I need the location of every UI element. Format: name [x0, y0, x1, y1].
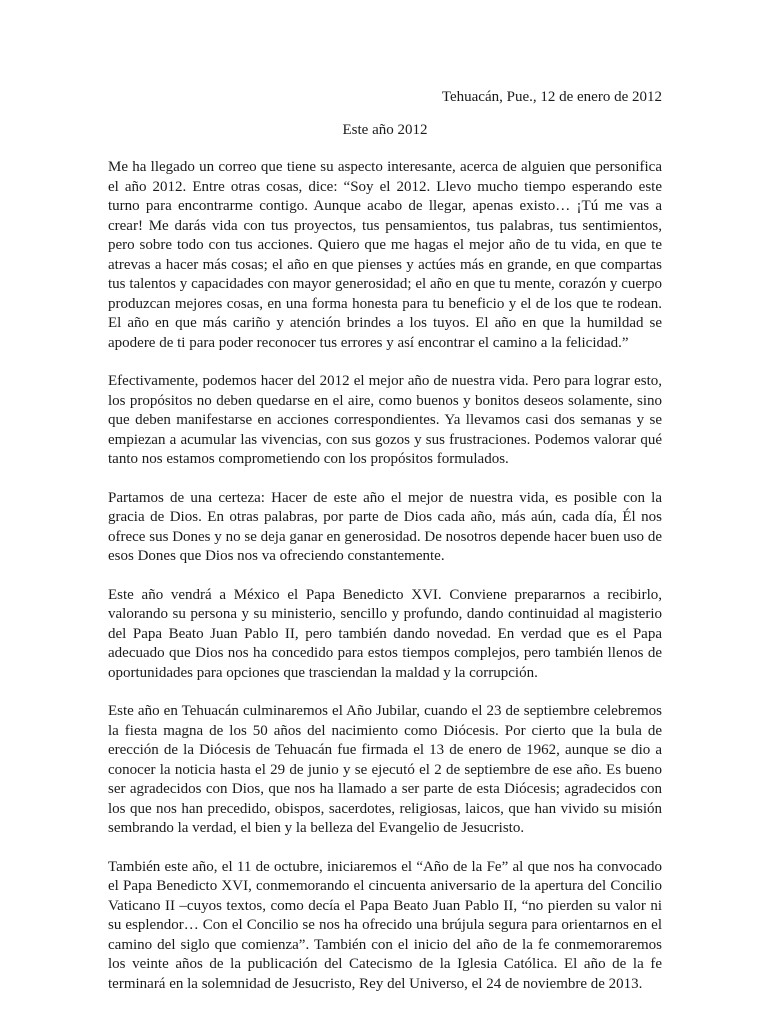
paragraph-1: Me ha llegado un correo que tiene su aspecto interesante, acerca de alguien que personifica el año 2012. Entre otras cosas, dice: “Soy el 2012. Llevo mucho tiempo esperando este turno para encontrarme contigo. Aunque acabo de llegar, apenas existo… ¡Tú me vas a crear! Me darás vida con tus proyectos, tus pensamientos, tus palabras, tus sentimientos, pero sobre todo con tus acciones. Quiero que me hagas el mejor año de tu vida, en que te atrevas a hacer más cosas; el año en que pienses y actúes más en grande, en que compartas tus talentos y capacidades con mayor generosidad; el año en que tu mente, corazón y cuerpo produzcan mejores cosas, en una forma honesta para tu beneficio y el de los que te rodean. El año en que más cariño y atención brindes a los tuyos. El año en que la humildad se apodere de ti para poder reconocer tus errores y así encontrar el camino a la felicidad.” — [108, 159, 662, 351]
date-line: Tehuacán, Pue., 12 de enero de 2012 — [441, 89, 662, 105]
paragraph-3: Partamos de una certeza: Hacer de este año el mejor de nuestra vida, es posible con la gracia de Dios. En otras palabras, por parte de Dios cada año, más aún, cada día, Él nos ofrece sus Dones y no se deja ganar en generosidad. De nosotros depende hacer buen uso de esos Dones que Dios nos va ofreciendo constantemente. — [108, 489, 662, 564]
paragraph-5: Este año en Tehuacán culminaremos el Año Jubilar, cuando el 23 de septiembre celebremos la fiesta magna de los 50 años del nacimiento como Diócesis. Por cierto que la bula de erección de la Diócesis de Tehuacán fue firmada el 13 de enero de 1962, aunque se dio a conocer la noticia hasta el 29 de junio y se ejecutó el 2 de septiembre de ese año. Es bueno ser agradecidos con Dios, que nos ha llamado a ser parte de esta Diócesis; agradecidos con los que nos han precedido, obispos, sacerdotes, religiosas, laicos, que han vivido su misión sembrando la verdad, el bien y la belleza del Evangelio de Jesucristo. — [108, 703, 662, 836]
paragraph-6: También este año, el 11 de octubre, iniciaremos el “Año de la Fe” al que nos ha convocado el Papa Benedicto XVI, conmemorando el cincuenta aniversario de la apertura del Concilio Vaticano II –cuyos textos, como decía el Papa Beato Juan Pablo II, “no pierden su valor ni su esplendor… Con el Concilio se nos ha ofrecido una brújula segura para orientarnos en el camino del siglo que comienza”. También con el inicio del año de la fe conmemoraremos los veinte años de la publicación del Catecismo de la Iglesia Católica. El año de la fe terminará en la solemnidad de Jesucristo, Rey del Universo, el 24 de noviembre de 2013. — [108, 858, 662, 992]
paragraph-4: Este año vendrá a México el Papa Benedicto XVI. Conviene prepararnos a recibirlo, valorando su persona y su ministerio, sencillo y profundo, dando continuidad al magisterio del Papa Beato Juan Pablo II, pero también dando novedad. En verdad que es el Papa adecuado que Dios nos ha concedido para estos tiempos complejos, pero también llenos de oportunidades para opciones que trasciendan la maldad y la corrupción. — [108, 586, 662, 681]
page-title: Este año 2012 — [342, 122, 428, 138]
paragraph-2: Efectivamente, podemos hacer del 2012 el mejor año de nuestra vida. Pero para lograr esto, los propósitos no deben quedarse en el aire, como buenos y bonitos deseos solamente, sino que deben manifestarse en acciones correspondientes. Ya llevamos casi dos semanas y se empiezan a acumular las vivencias, con sus gozos y sus frustraciones. Podemos valorar qué tanto nos estamos comprometiendo con los propósitos formulados. — [108, 373, 662, 467]
